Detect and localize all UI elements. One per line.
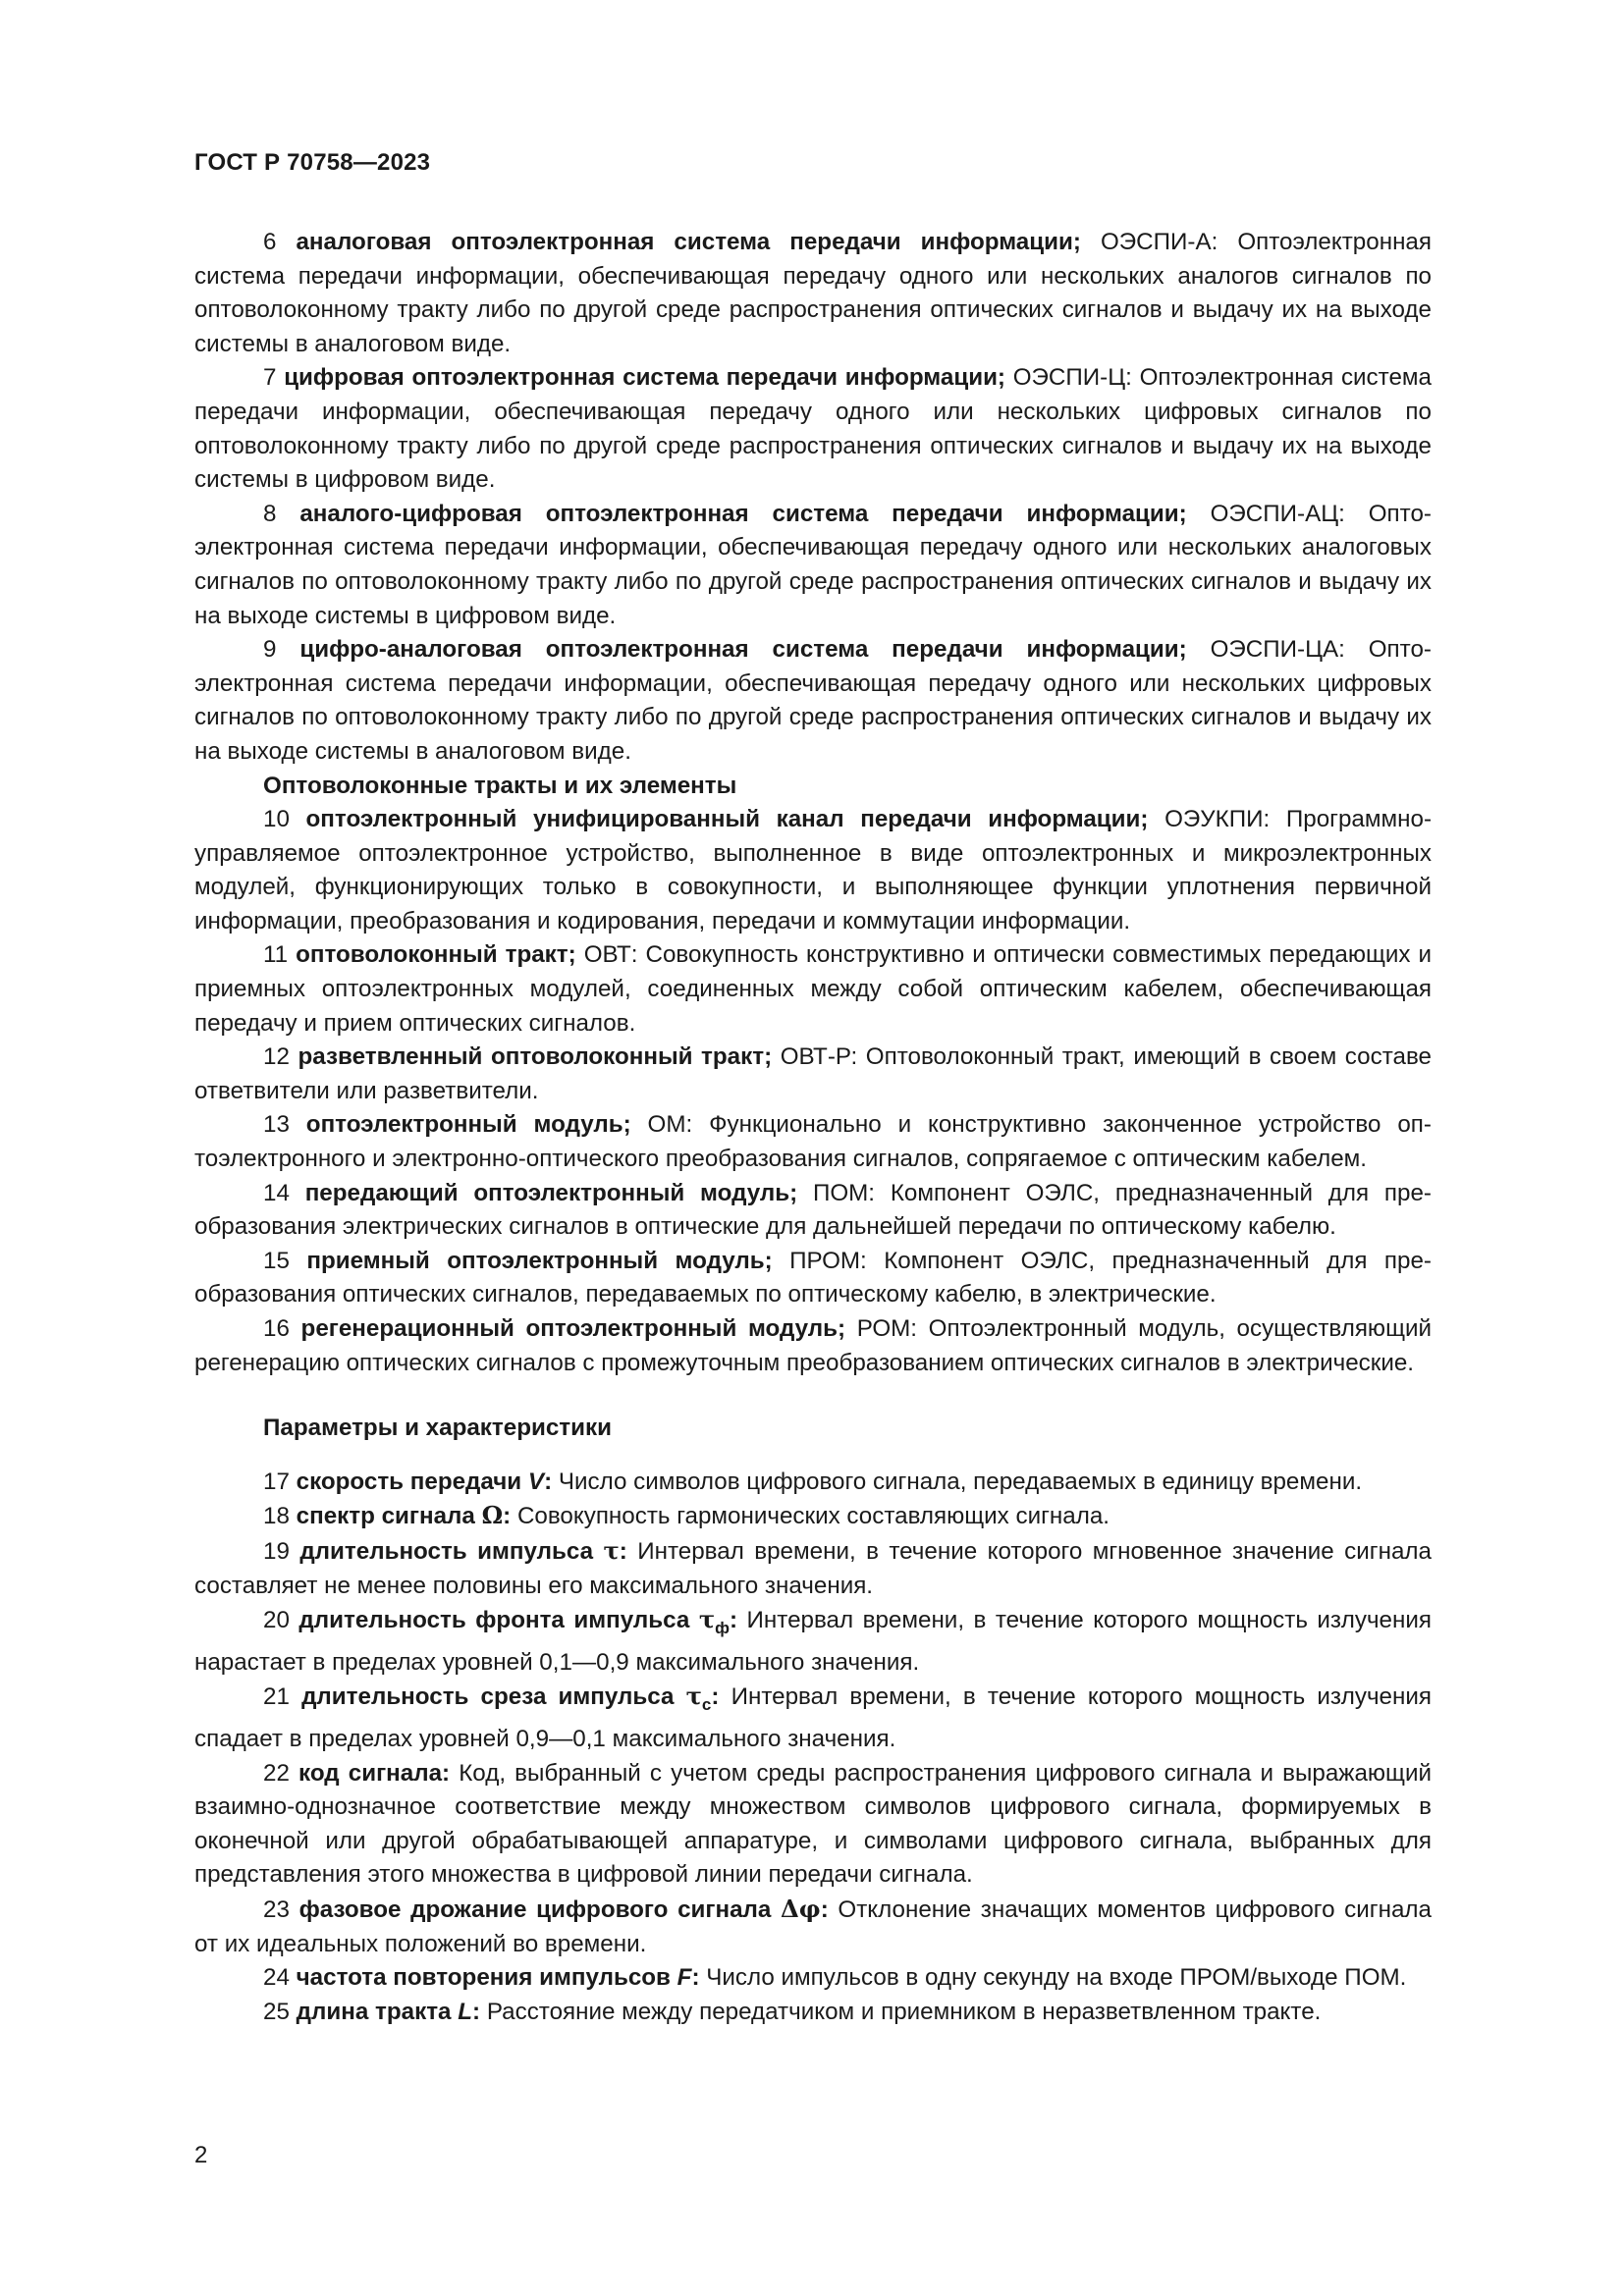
entry-number: 23 xyxy=(263,1896,290,1923)
entry-term xyxy=(297,1964,700,1991)
term-entry xyxy=(194,1177,1432,1245)
entry-number: 14 xyxy=(263,1179,290,1206)
entry-number: 11 xyxy=(263,941,289,969)
entry-definition: ОЭСПИ-ЦА: Оптоэлектронная система передачи информации, обеспечивающая передачу одного или нескольких цифровых сигналов по оптоволоконному тракту либо по другой среде распространения оптических сигналов и выдачу их на выходе системы в аналоговом виде. xyxy=(194,636,1432,765)
entry-definition: Интервал времени, в течение которого мощность излучения нарастает в пределах уровней 0,1—0,9 максимального значения. xyxy=(194,1607,1432,1676)
entry-number: 13 xyxy=(263,1111,290,1139)
entry-term: приемный оптоэлектронный модуль; xyxy=(306,1247,773,1274)
entry-number: 10 xyxy=(263,806,290,833)
entry-symbol: τ xyxy=(603,1535,620,1565)
entry-definition: Интервал времени, в течение которого мощность излучения спадает в пределах уровней 0,9—0,1 максимального значения. xyxy=(194,1683,1432,1752)
entry-colon: : xyxy=(619,1537,627,1565)
document-header: ГОСТ Р 70758—2023 xyxy=(194,149,431,176)
term-entry xyxy=(194,1245,1432,1312)
entry-number: 25 xyxy=(263,1998,290,2025)
entry-term xyxy=(298,1605,738,1638)
section-heading-params: Параметры и характеристики xyxy=(263,1415,612,1442)
entry-symbol-subscript: с xyxy=(701,1695,712,1715)
entries-systems xyxy=(194,226,1432,770)
entry-number: 15 xyxy=(263,1247,290,1274)
term-entry xyxy=(194,226,1432,361)
entry-definition: ОВТ: Совокупность конструктивно и оптически совместимых передающих и приемных оптоэлектронных модулей, соединенных между собой оптическим кабелем, обеспечивающая передачу и прием оптических сигналов. xyxy=(194,941,1432,1037)
entry-number: 17 xyxy=(263,1468,290,1495)
term-entry xyxy=(194,498,1432,633)
entry-number: 7 xyxy=(263,364,277,392)
entry-definition: Расстояние между передатчиком и приемником в неразветвленном тракте. xyxy=(486,1998,1322,2025)
entry-term-text: код сигнала: xyxy=(298,1759,451,1787)
entry-term: цифровая оптоэлектронная система передачи информации; xyxy=(284,364,1005,392)
term-entry xyxy=(194,1603,1432,1680)
entry-term: регенерационный оптоэлектронный модуль; xyxy=(300,1315,846,1342)
entry-definition: ПРОМ: Компонент ОЭЛС, предназначенный для преобразования оптических сигналов, передаваемых по оптическому кабелю, в электрические. xyxy=(194,1247,1432,1308)
entry-definition: ОВТ-Р: Оптоволоконный тракт, имеющий в своем составе ответвители или разветвители. xyxy=(194,1043,1432,1104)
entry-number: 22 xyxy=(263,1759,290,1787)
entry-term xyxy=(297,1503,512,1529)
entry-definition: ПОМ: Компонент ОЭЛС, предназначенный для преобразования электрических сигналов в оптические для дальнейшей передачи по оптическому кабелю. xyxy=(194,1179,1432,1241)
entry-symbol: L xyxy=(458,1998,473,2025)
entry-number: 18 xyxy=(263,1503,290,1530)
entry-term-text: спектр сигнала xyxy=(296,1503,475,1530)
section-heading-tracts: Оптоволоконные тракты и их элементы xyxy=(263,772,737,799)
entry-definition: Интервал времени, в течение которого мгновенное значение сигнала составляет не менее половины его максимального значения. xyxy=(194,1537,1432,1599)
entry-term: оптоэлектронный унифицированный канал передачи информации; xyxy=(305,806,1149,833)
term-entry xyxy=(194,1534,1432,1603)
entry-symbol-subscript: ф xyxy=(715,1619,730,1638)
page-number: 2 xyxy=(194,2142,208,2168)
entry-colon: : xyxy=(729,1607,738,1634)
entry-term xyxy=(299,1896,829,1923)
entry-term-text: длина тракта xyxy=(296,1998,452,2025)
entry-definition: Код, выбранный с учетом среды распространения цифрового сигнала и выражающий взаимно-однозначное соответствие между множеством символов цифрового сигнала, формируемых в оконечной или другой обрабатывающей аппаратуре, и символами цифрового сигнала, выбранных для представления этого множества в цифровой линии передачи сигнала. xyxy=(194,1759,1432,1889)
entry-definition: Число импульсов в одну секунду на входе ПРОМ/выходе ПОМ. xyxy=(706,1964,1407,1992)
entry-definition: ОЭСПИ-Ц: Оптоэлектронная система передачи информации, обеспечивающая передачу одного или нескольких цифровых сигналов по оптоволоконному тракту либо по другой среде распространения оптических сигналов и выдачу их на выходе системы в цифровом виде. xyxy=(194,364,1432,494)
term-entry xyxy=(194,633,1432,769)
entry-term: передающий оптоэлектронный модуль; xyxy=(304,1179,798,1206)
entry-term xyxy=(299,1535,627,1565)
entry-symbol: V xyxy=(527,1468,545,1495)
entry-term xyxy=(297,1999,480,2025)
entry-number: 9 xyxy=(263,636,277,664)
term-entry xyxy=(194,361,1432,497)
entry-number: 12 xyxy=(263,1043,290,1071)
entry-definition: РОМ: Оптоэлектронный модуль, осуществляющий регенерацию оптических сигналов с промежуточным преобразованием оптических сигналов в электрические. xyxy=(194,1315,1432,1376)
entry-term: аналого-цифровая оптоэлектронная система передачи информации; xyxy=(299,500,1187,527)
entry-term: цифро-аналоговая оптоэлектронная система передачи информации; xyxy=(299,636,1187,664)
entry-symbol: Ω xyxy=(481,1501,504,1530)
entry-term-text: длительность импульса xyxy=(299,1537,594,1565)
term-entry xyxy=(194,1312,1432,1380)
entry-term-text: длительность фронта импульса xyxy=(298,1607,690,1634)
entry-term: разветвленный оптоволоконный тракт; xyxy=(298,1043,773,1071)
entry-definition: Совокупность гармонических составляющих сигнала. xyxy=(516,1503,1110,1530)
entry-number: 21 xyxy=(263,1683,290,1711)
entry-colon: : xyxy=(503,1503,512,1530)
entry-number: 19 xyxy=(263,1537,290,1565)
entries-tracts xyxy=(194,803,1432,1380)
entry-symbol: F xyxy=(677,1964,692,1992)
term-entry xyxy=(194,1893,1432,1961)
entry-definition: ОЭУКПИ: Программно-управляемое оптоэлектронное устройство, выполненное в виде оптоэлектронных и микроэлектронных модулей, функционирующих только в совокупности, и выполняющее функции уплотнения первичной информации, преобразования и кодирования, передачи и коммутации информации. xyxy=(194,806,1433,934)
entry-definition: ОЭСПИ-АЦ: Оптоэлектронная система передачи информации, обеспечивающая передачу одного или нескольких аналоговых сигналов по оптоволоконному тракту либо по другой среде распространения оптических сигналов и выдачу их на выходе системы в цифровом виде. xyxy=(194,500,1432,629)
entry-term: оптоволоконный тракт; xyxy=(296,941,576,969)
entry-number: 6 xyxy=(263,229,277,255)
entry-term-text: длительность среза импульса xyxy=(301,1683,675,1711)
entry-colon: : xyxy=(544,1468,553,1495)
entry-definition: ОЭСПИ-А: Оптоэлектронная система передачи информации, обеспечивающая передачу одного или нескольких аналогов сигналов по оптоволоконному тракту либо по другой среде распространения оптических сигналов и выдачу их на выходе системы в аналоговом виде. xyxy=(194,229,1432,357)
term-entry xyxy=(194,1041,1432,1108)
entry-term: аналоговая оптоэлектронная система передачи информации; xyxy=(296,229,1081,255)
term-entry xyxy=(194,803,1432,938)
entry-symbol: τ xyxy=(698,1605,716,1634)
term-entry xyxy=(194,1757,1432,1893)
term-entry xyxy=(194,938,1432,1041)
entry-term: оптоэлектронный модуль; xyxy=(305,1111,631,1139)
entry-colon: : xyxy=(820,1896,829,1923)
entry-definition: Число символов цифрового сигнала, передаваемых в единицу времени. xyxy=(558,1468,1363,1495)
entry-symbol: τ xyxy=(685,1682,702,1711)
entry-symbol: Δφ xyxy=(781,1894,821,1923)
entry-definition: Отклонение значащих моментов цифрового сигнала от их идеальных положений во времени. xyxy=(194,1896,1432,1957)
term-entry xyxy=(194,1996,1432,2030)
entry-colon: : xyxy=(711,1683,720,1711)
entry-term xyxy=(297,1468,552,1495)
entry-colon: : xyxy=(691,1964,700,1992)
entry-term-text: фазовое дрожание цифрового сигнала xyxy=(298,1896,772,1923)
entry-term xyxy=(298,1760,450,1787)
entry-number: 16 xyxy=(263,1315,290,1342)
term-entry xyxy=(194,1466,1432,1500)
term-entry xyxy=(194,1680,1432,1756)
term-entry xyxy=(194,1499,1432,1534)
term-entry xyxy=(194,1961,1432,1996)
term-entry xyxy=(194,1108,1432,1176)
entry-number: 24 xyxy=(263,1964,290,1992)
entry-colon: : xyxy=(472,1998,481,2025)
entry-term-text: частота повторения импульсов xyxy=(296,1964,671,1992)
entry-number: 20 xyxy=(263,1607,290,1634)
entry-definition: ОМ: Функционально и конструктивно законченное устройство оптоэлектронного и электронно-оптического преобразования сигналов, сопрягаемое с оптическим кабелем. xyxy=(194,1111,1432,1173)
entry-term xyxy=(301,1682,720,1715)
entry-number: 8 xyxy=(263,500,277,527)
entries-params xyxy=(194,1466,1432,2030)
document-body xyxy=(194,226,1432,2029)
entry-term-text: скорость передачи xyxy=(296,1468,522,1495)
